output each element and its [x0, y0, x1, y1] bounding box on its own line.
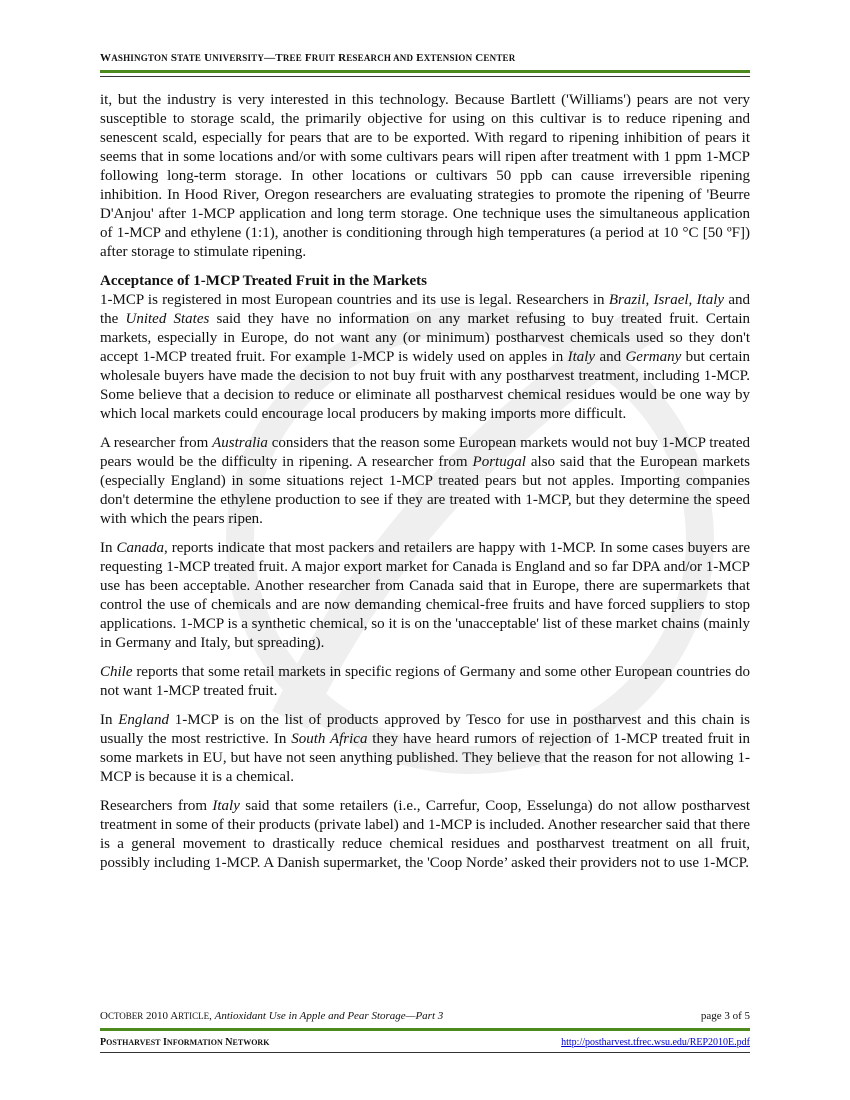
page-number: page 3 of 5 [700, 1010, 750, 1022]
footer-rule-dark [100, 1052, 750, 1053]
header-rule-dark [100, 76, 750, 77]
footer-network-line [100, 1037, 750, 1048]
article-url-link[interactable]: http://postharvest.tfrec.wsu.edu/REP2010E.pdf [561, 1037, 750, 1048]
footer-rule-green [100, 1028, 750, 1031]
paragraph-chile: Chile reports that some retail markets in specific regions of Germany and some other European countries do not want 1-MCP treated fruit. [100, 664, 750, 699]
paragraph-italy: Researchers from Italy said that some retailers (i.e., Carrefur, Coop, Esselunga) do not allow postharvest treatment in some of their products (private label) and 1-MCP is included. Another researcher said that there is a general movement to drastically reduce chemical residues and postharvest treatment on all fruit, possibly including 1-MCP. A Danish supermarket, the 'Coop Norde’ asked their providers not to use 1-MCP. [100, 798, 750, 871]
header-rule-green [100, 70, 750, 73]
network-name: POSTHARVEST INFORMATION NETWORK [100, 1037, 270, 1048]
section-heading: Acceptance of 1-MCP Treated Fruit in the Markets [100, 273, 428, 289]
paragraph-registration: 1-MCP is registered in most European countries and its use is legal. Researchers in Brazil, Israel, Italy and the United States said they have no information on any market refusing to buy treated fruit. Certain markets, especially in Europe, do not want any (or minimum) postharvest chemicals used so they don't accept 1-MCP treated fruit. For example 1-MCP is widely used on apples in Italy and Germany but certain wholesale buyers have made the decision to not buy fruit with any postharvest treatment, including 1-MCP. Some believe that a decision to reduce or eliminate all postharvest chemical residues would be one way by which local markets could encourage local producers by making imports more difficult. [100, 292, 750, 422]
paragraph-england: In England 1-MCP is on the list of products approved by Tesco for use in postharvest and this chain is usually the most restrictive. In South Africa they have heard rumors of rejection of 1-MCP treated fruit in some markets in EU, but have not seen anything published. They believe that the reason for not allowing 1-MCP is because it is a chemical. [100, 712, 751, 785]
paragraph-australia: A researcher from Australia considers that the reason some European markets would not buy 1-MCP treated pears would be the difficulty in ripening. A researcher from Portugal also said that the European markets (especially England) in some situations reject 1-MCP treated pears but not apples. Importing companies don't determine the ethylene production to see if they are treated with 1-MCP, but they determine the speed with which the pears ripen. [100, 435, 750, 527]
paragraph-ripening: it, but the industry is very interested in this technology. Because Bartlett ('Williams') pears are not very susceptible to storage scald, the primarily objective for using on this cultivar is to reduce ripening and senescent scald, especially for pears that are to be exported. With regard to ripening inhibition of pears it seems that in some locations and/or with some cultivars pears will ripen after treatment with 1 ppm 1-MCP following long-term storage. In other locations or cultivars 50 ppb can cause irreversible ripening inhibition. In Hood River, Oregon researchers are evaluating strategies to promote the ripening of 'Beurre D'Anjou' after 1-MCP application and long term storage. One technique uses the simultaneous application of 1-MCP and ethylene (1:1), another is conditioning through high temperatures (a period at 10 °C [50 ºF]) after storage to stimulate ripening. [100, 92, 750, 260]
footer-article-title: OCTOBER 2010 ARTICLE, Antioxidant Use in Apple and Pear Storage—Part 3 [100, 1010, 444, 1022]
page-header: WASHINGTON STATE UNIVERSITY—TREE FRUIT RESEARCH AND EXTENSION CENTER [100, 52, 516, 64]
paragraph-canada: In Canada, reports indicate that most packers and retailers are happy with 1-MCP. In some cases buyers are requesting 1-MCP treated fruit. A major export market for Canada is England and so far DPA and/or 1-MCP use has been acceptable. Another researcher from Canada said that in Europe, there are supermarkets that control the use of chemicals and are now demanding chemical-free fruits and have forced suppliers to stop applications. 1-MCP is a synthetic chemical, so it is on the 'unacceptable' list of these market chains (mainly in Germany and Italy, but spreading). [100, 540, 750, 651]
article-body [100, 91, 750, 883]
footer-article-line [100, 1010, 750, 1022]
